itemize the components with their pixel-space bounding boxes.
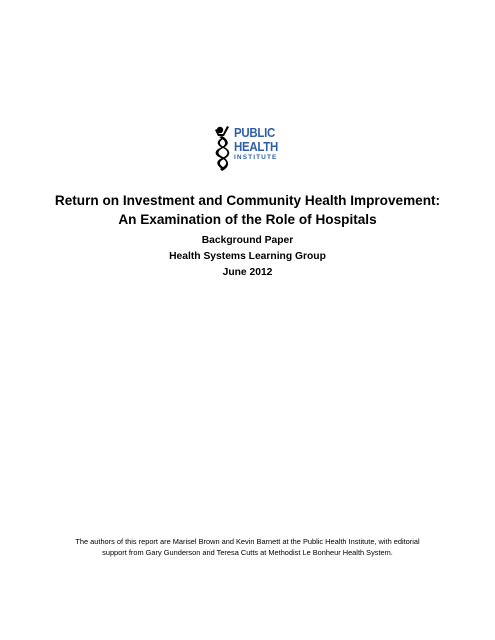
authors-note-line-1: The authors of this report are Marisel Brown and Kevin Barnett at the Public Health Institute, with editorial <box>75 537 420 546</box>
authors-note-line-2: support from Gary Gunderson and Teresa Cutts at Methodist Le Bonheur Health System. <box>102 548 393 557</box>
document-title <box>0 191 495 229</box>
logo-text-health: HEALTH <box>234 139 278 154</box>
title-line-2: An Examination of the Role of Hospitals <box>118 212 377 227</box>
title-line-1: Return on Investment and Community Health Improvement: <box>54 193 441 208</box>
authors-note <box>60 536 435 558</box>
logo-wordmark <box>234 126 284 162</box>
publication-date: June 2012 <box>222 267 273 278</box>
person-helix-icon <box>214 126 234 172</box>
paper-type: Background Paper <box>201 235 294 246</box>
public-health-institute-logo <box>214 126 284 172</box>
group-name: Health Systems Learning Group <box>169 251 326 262</box>
subtitle-block <box>0 233 495 281</box>
logo-text-public: PUBLIC <box>234 125 276 140</box>
logo-text-institute: INSTITUTE <box>234 154 278 161</box>
